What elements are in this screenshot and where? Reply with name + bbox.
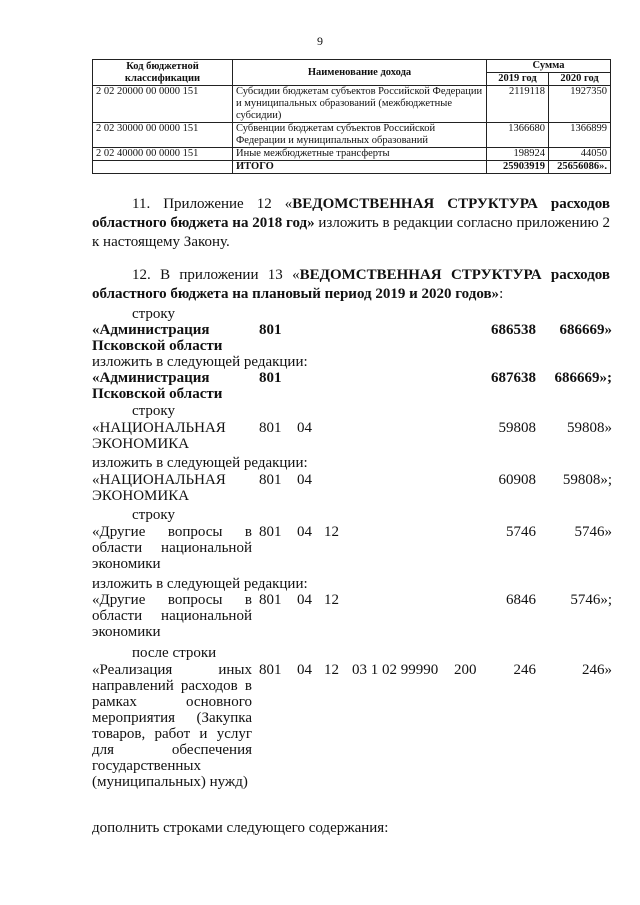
row-2020: 44050 bbox=[549, 148, 611, 161]
row-2019: 25903919 bbox=[487, 161, 549, 174]
row-name: ИТОГО bbox=[233, 161, 487, 174]
row-name: Иные межбюджетные трансферты bbox=[233, 148, 487, 161]
table-row bbox=[93, 123, 611, 148]
label-stroku-3: строку bbox=[132, 507, 175, 523]
row-2019: 2119118 bbox=[487, 86, 549, 123]
label-izlozhit-3: изложить в следующей редакции: bbox=[92, 576, 308, 592]
label-posle-stroki: после строки bbox=[132, 645, 217, 661]
paragraph-11: 11. Приложение 12 «ВЕДОМСТВЕННАЯ СТРУКТУРА расходов областного бюджета на 2018 год» изложить в редакции согласно приложению 2 к настоящему Закону. bbox=[92, 196, 610, 250]
row-name: Субвенции бюджетам субъектов Российской Федерации и муниципальных образований bbox=[233, 123, 487, 148]
row-code bbox=[93, 161, 233, 174]
header-code: Код бюджетной классификации bbox=[93, 60, 233, 86]
revenue-table bbox=[92, 59, 611, 174]
entry-other-old: «Другие вопросы в области национальной экономики 801 04 12 5746 5746» bbox=[92, 524, 612, 572]
label-izlozhit-1: изложить в следующей редакции: bbox=[92, 354, 308, 370]
row-code: 2 02 40000 00 0000 151 bbox=[93, 148, 233, 161]
header-2019: 2019 год bbox=[487, 73, 549, 86]
table-row-total bbox=[93, 161, 611, 174]
row-2020: 1366899 bbox=[549, 123, 611, 148]
label-dopolnit: дополнить строками следующего содержания: bbox=[92, 820, 389, 836]
entry-realizaciya: «Реализация иных направлений расходов в рамках основного мероприятия (Закупка товаров, работ и услуг для обеспечения государственных (муниципальных) нужд) 801 04 12 03 1 02 99990 200 246 246» bbox=[92, 662, 612, 790]
header-name: Наименование дохода bbox=[233, 60, 487, 86]
row-2019: 198924 bbox=[487, 148, 549, 161]
row-name: Субсидии бюджетам субъектов Российской Федерации и муниципальных образований (межбюджетные субсидии) bbox=[233, 86, 487, 123]
entry-admin-new: «Администрация Псковской области 801 687638 686669»; bbox=[92, 370, 612, 402]
label-izlozhit-2: изложить в следующей редакции: bbox=[92, 455, 308, 471]
entry-econ-old: «НАЦИОНАЛЬНАЯ ЭКОНОМИКА 801 04 59808 59808» bbox=[92, 420, 612, 452]
entry-other-new: «Другие вопросы в области национальной экономики 801 04 12 6846 5746»; bbox=[92, 592, 612, 640]
table-row bbox=[93, 148, 611, 161]
label-stroku-2: строку bbox=[132, 403, 175, 419]
entry-econ-new: «НАЦИОНАЛЬНАЯ ЭКОНОМИКА 801 04 60908 59808»; bbox=[92, 472, 612, 504]
paragraph-12: 12. В приложении 13 «ВЕДОМСТВЕННАЯ СТРУКТУРА расходов областного бюджета на плановый период 2019 и 2020 годов»: bbox=[92, 267, 611, 302]
table-row bbox=[93, 86, 611, 123]
entry-admin-old: «Администрация Псковской области 801 686538 686669» bbox=[92, 322, 612, 354]
label-stroku: строку bbox=[132, 306, 175, 322]
row-2019: 1366680 bbox=[487, 123, 549, 148]
header-2020: 2020 год bbox=[549, 73, 611, 86]
row-code: 2 02 30000 00 0000 151 bbox=[93, 123, 233, 148]
page-number: 9 bbox=[317, 34, 323, 48]
row-code: 2 02 20000 00 0000 151 bbox=[93, 86, 233, 123]
row-2020: 25656086». bbox=[549, 161, 611, 174]
row-2020: 1927350 bbox=[549, 86, 611, 123]
header-sum: Сумма bbox=[487, 60, 611, 73]
